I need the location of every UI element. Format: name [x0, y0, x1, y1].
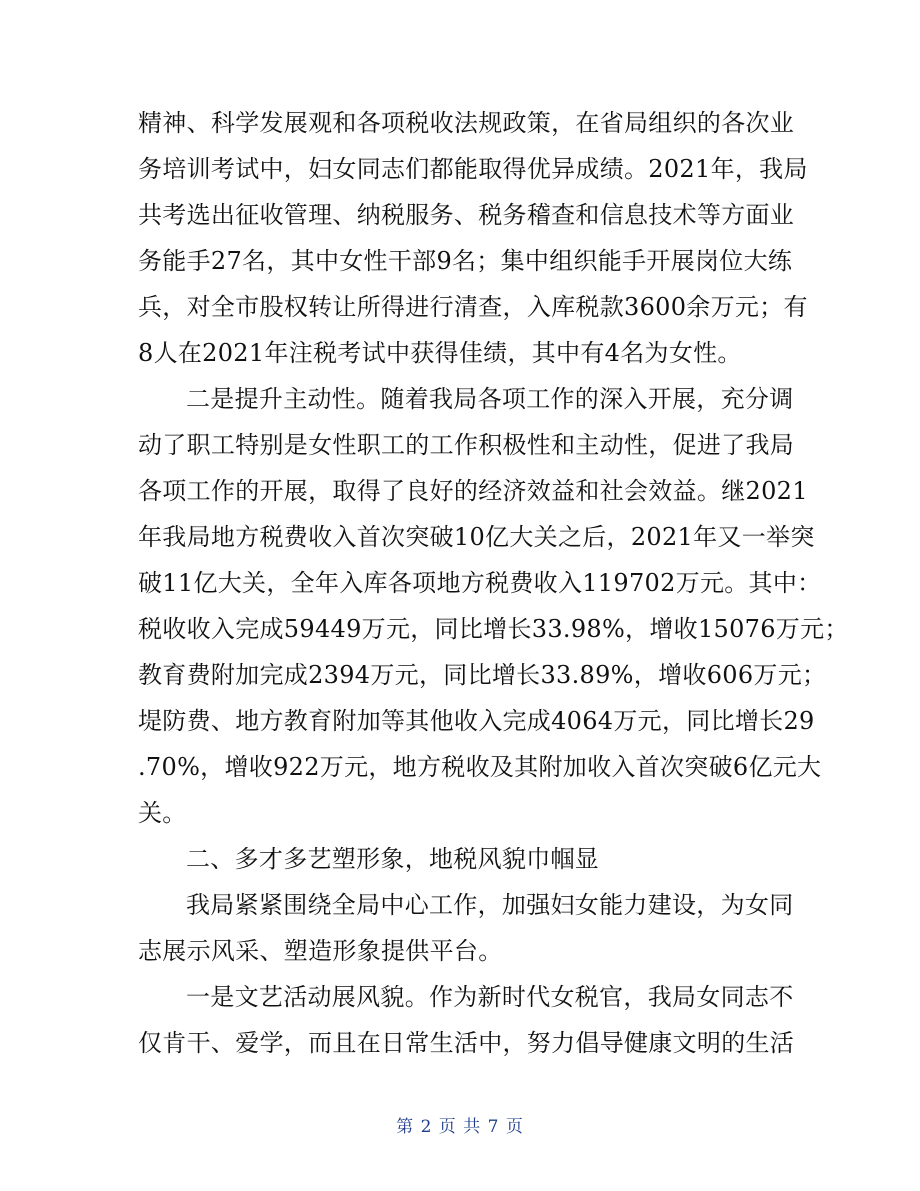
- text-line: 教育费附加完成2394万元，同比增长33.89%，增收606万元；: [138, 661, 827, 689]
- text-line: 务能手27名，其中女性干部9名；集中组织能手开展岗位大练: [138, 247, 793, 275]
- text-line: 税收收入完成59449万元，同比增长33.98%，增收15076万元；: [138, 615, 849, 643]
- text-line: 8人在2021年注税考试中获得佳绩，其中有4名为女性。: [138, 339, 742, 367]
- text-line: .70%，增收922万元，地方税收及其附加收入首次突破6亿元大: [138, 753, 822, 781]
- text-line: 破11亿大关，全年入库各项地方税费收入119702万元。其中：: [138, 569, 822, 597]
- text-line: 务培训考试中，妇女同志们都能取得优异成绩。2021年，我局: [138, 155, 808, 183]
- paragraph-start-line: 二是提升主动性。随着我局各项工作的深入开展，充分调: [186, 385, 794, 413]
- text-line: 仅肯干、爱学，而且在日常生活中，努力倡导健康文明的生活: [138, 1029, 795, 1057]
- text-line: 精神、科学发展观和各项税收法规政策，在省局组织的各次业: [138, 109, 795, 137]
- text-line: 堤防费、地方教育附加等其他收入完成4064万元，同比增长29: [138, 707, 815, 735]
- paragraph-start-line: 我局紧紧围绕全局中心工作，加强妇女能力建设，为女同: [186, 891, 794, 919]
- text-line: 关。: [138, 799, 187, 827]
- text-line: 年我局地方税费收入首次突破10亿大关之后，2021年又一举突: [138, 523, 815, 551]
- text-line: 志展示风采、塑造形象提供平台。: [138, 937, 503, 965]
- section-heading: 二、多才多艺塑形象，地税风貌巾帼显: [186, 845, 600, 873]
- text-line: 共考选出征收管理、纳税服务、税务稽查和信息技术等方面业: [138, 201, 795, 229]
- text-line: 各项工作的开展，取得了良好的经济效益和社会效益。继2021: [138, 477, 808, 505]
- document-body: [138, 100, 849, 1066]
- paragraph-start-line: 一是文艺活动展风貌。作为新时代女税官，我局女同志不: [186, 983, 794, 1011]
- text-line: 兵，对全市股权转让所得进行清查，入库税款3600余万元；有: [138, 293, 808, 321]
- text-line: 动了职工特别是女性职工的工作积极性和主动性，促进了我局: [138, 431, 795, 459]
- page-number-footer: 第 2 页 共 7 页: [396, 1117, 524, 1137]
